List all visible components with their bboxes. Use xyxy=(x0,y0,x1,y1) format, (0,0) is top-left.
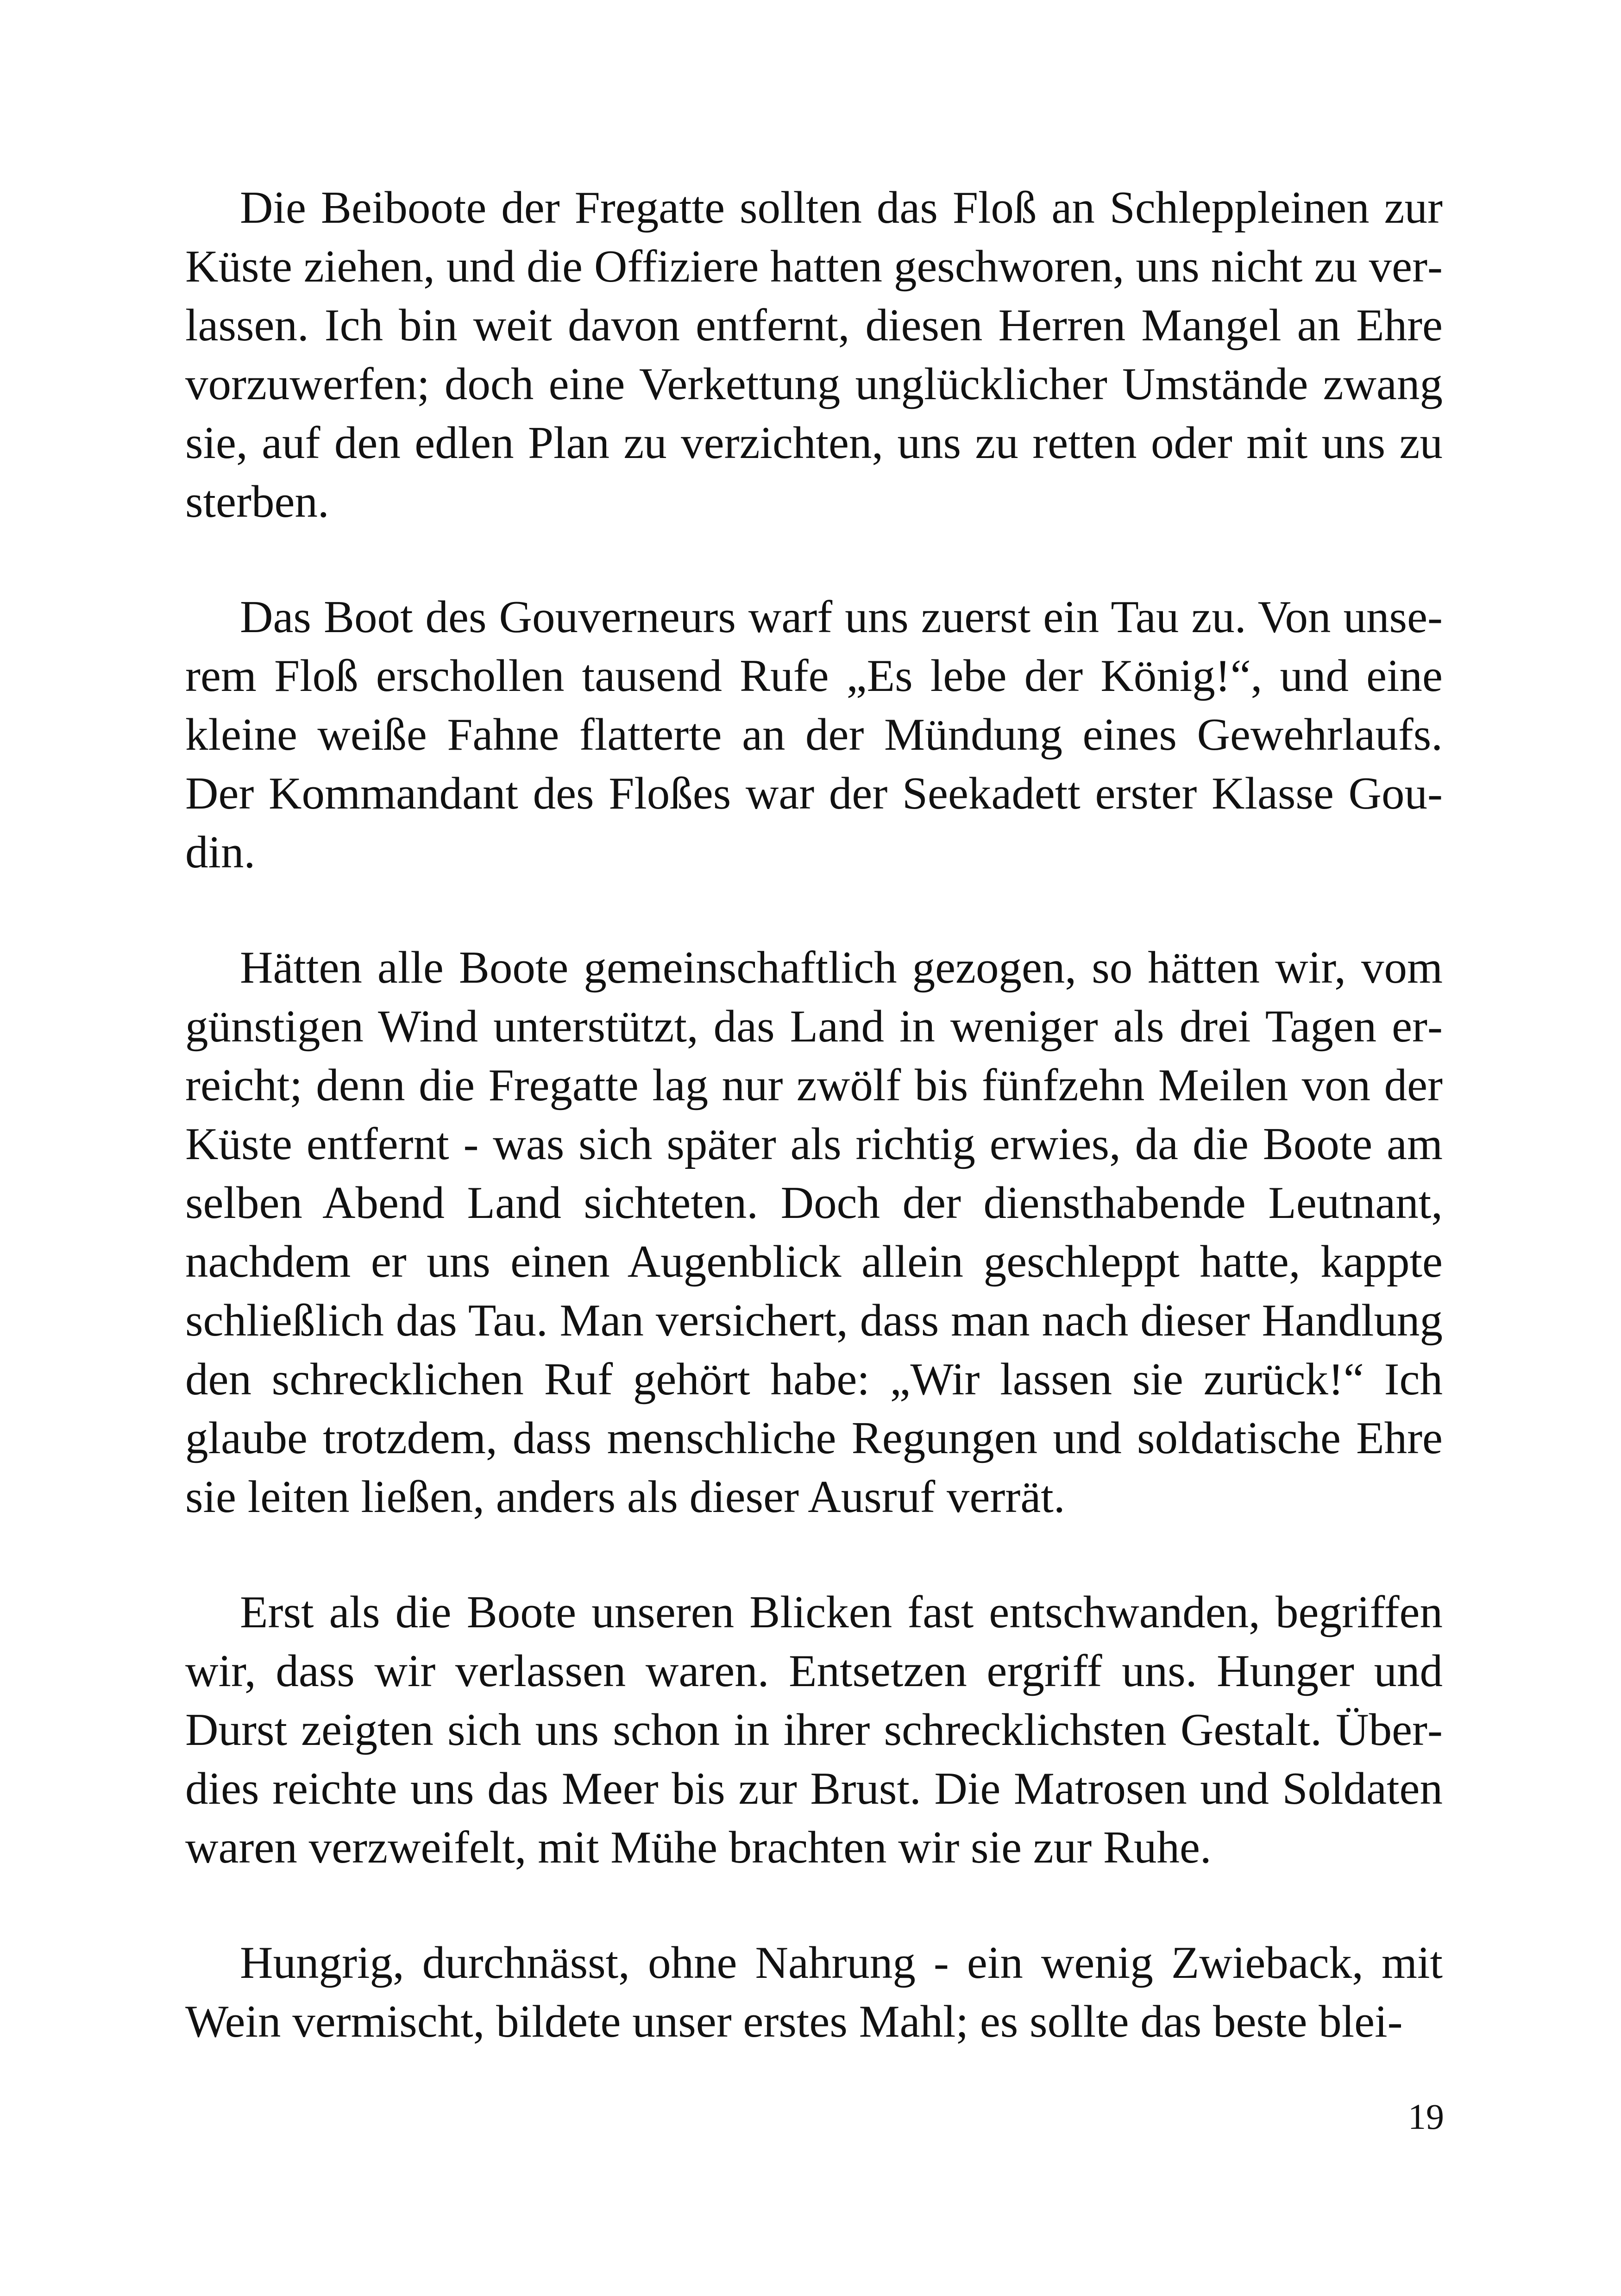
paragraph-4: Erst als die Boote unseren Blicken fast entschwanden, begriffen wir, dass wir verlassen waren. Entsetzen ergriff uns. Hunger und Durst zeigten sich uns schon in ihrer schrecklichsten Gestalt. Überdies reichte uns das Meer bis zur Brust. Die Matrosen und Soldaten waren verzweifelt, mit Mühe brachten wir sie zur Ruhe. xyxy=(185,1587,1443,1873)
paragraph-1: Die Beiboote der Fregatte sollten das Floß an Schleppleinen zur Küste ziehen, und die Offiziere hatten geschworen, uns nicht zu verlassen. Ich bin weit davon entfernt, diesen Herren Mangel an Ehre vorzuwerfen; doch eine Verkettung unglücklicher Umstände zwang sie, auf den edlen Plan zu verzichten, uns zu retten oder mit uns zu sterben. xyxy=(185,182,1443,527)
page-number: 19 xyxy=(1408,2096,1444,2137)
paragraph-3: Hätten alle Boote gemeinschaftlich gezogen, so hätten wir, vom günstigen Wind unterstützt, das Land in weniger als drei Tagen erreicht; denn die Fregatte lag nur zwölf bis fünfzehn Meilen von der Küste entfernt - was sich später als richtig erwies, da die Boote am selben Abend Land sichteten. Doch der diensthabende Leutnant, nachdem er uns einen Augenblick allein geschleppt hatte, kappte schließlich das Tau. Man versichert, dass man nach dieser Handlung den schrecklichen Ruf gehört habe: „Wir lassen sie zurück!“ Ich glaube trotzdem, dass menschliche Regungen und soldatische Ehre sie leiten ließen, anders als dieser Ausruf verrät. xyxy=(185,942,1443,1522)
body-text xyxy=(185,178,1443,2051)
paragraph-5: Hungrig, durchnässt, ohne Nahrung - ein wenig Zwieback, mit Wein vermischt, bildete unser erstes Mahl; es sollte das beste blei- xyxy=(185,1938,1443,2047)
paragraph-2: Das Boot des Gouverneurs warf uns zuerst ein Tau zu. Von unserem Floß erschollen tausend Rufe „Es lebe der König!“, und eine kleine weiße Fahne flatterte an der Mündung eines Gewehrlaufs. Der Kommandant des Floßes war der Seekadett erster Klasse Goudin. xyxy=(185,592,1443,878)
